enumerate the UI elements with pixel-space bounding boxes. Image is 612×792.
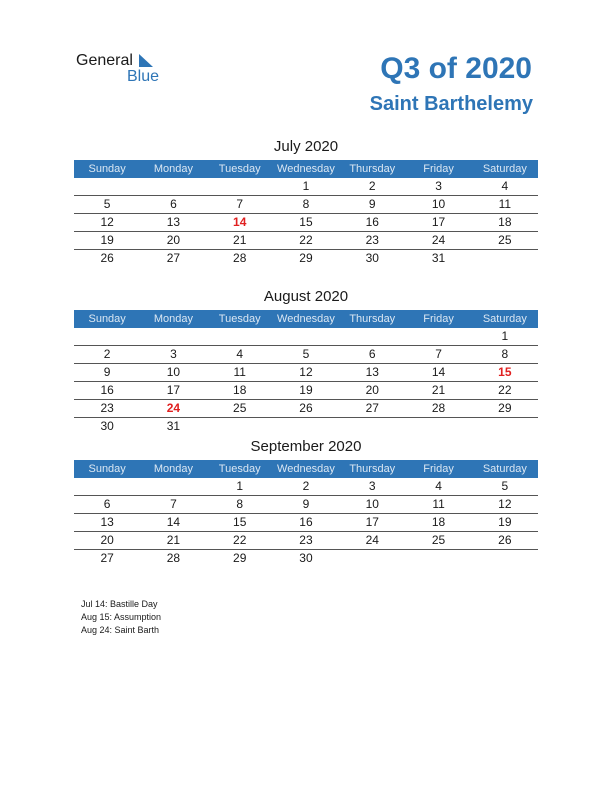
date-cell: 23 (299, 533, 313, 547)
date-cell (273, 328, 339, 345)
date-cell: 17 (365, 515, 379, 529)
date-cell: 30 (100, 419, 114, 433)
date-cell: 10 (431, 197, 446, 211)
date-cell: 28 (166, 551, 181, 565)
date-cell: 6 (368, 347, 376, 361)
weekday-label: Sunday (88, 463, 126, 475)
date-cell: 10 (365, 497, 379, 511)
date-cell (140, 328, 206, 345)
weekday-label: Tuesday (218, 163, 261, 175)
holiday-note: Jul 14: Bastille Day (81, 599, 158, 609)
date-cell: 22 (498, 383, 512, 397)
date-cell (74, 328, 140, 345)
week-row (74, 232, 538, 250)
date-cell: 6 (170, 197, 177, 211)
week-row (74, 214, 538, 232)
weekday-label: Saturday (482, 463, 527, 475)
date-cell: 5 (103, 197, 111, 211)
week-row (74, 532, 538, 550)
date-cell: 9 (103, 365, 111, 379)
date-cell: 5 (501, 479, 509, 493)
date-cell: 2 (368, 179, 376, 193)
date-cell: 29 (233, 551, 247, 565)
weekday-label: Saturday (482, 313, 527, 325)
date-cell: 27 (365, 401, 379, 415)
date-cell: 5 (302, 347, 310, 361)
date-cell: 6 (103, 497, 111, 511)
date-cell: 17 (431, 215, 446, 229)
date-cell (207, 328, 273, 345)
weekday-label: Wednesday (277, 313, 335, 325)
date-cell (207, 178, 273, 195)
date-cell: 31 (431, 251, 446, 265)
date-cell: 19 (498, 515, 512, 529)
week-row (74, 514, 538, 532)
weekday-label: Thursday (349, 463, 396, 475)
weekday-label: Sunday (88, 313, 126, 325)
weekday-label: Monday (153, 463, 193, 475)
date-cell: 30 (365, 251, 379, 265)
weekday-label: Wednesday (277, 463, 335, 475)
page-title: Q3 of 2020 (380, 52, 532, 85)
date-cell: 26 (100, 251, 114, 265)
weekday-label: Saturday (482, 163, 527, 175)
date-cell: 7 (170, 497, 177, 511)
week-row (74, 250, 538, 267)
date-cell: 27 (166, 251, 181, 265)
week-row (74, 196, 538, 214)
date-cell (273, 418, 339, 435)
page-subtitle: Saint Barthelemy (369, 93, 533, 115)
date-cell: 21 (431, 383, 446, 397)
week-row (74, 346, 538, 364)
logo-word-general: General (76, 52, 133, 69)
date-cell (472, 550, 538, 567)
holiday-date-cell: 14 (233, 215, 247, 229)
logo (76, 52, 176, 88)
date-cell: 27 (100, 551, 114, 565)
date-cell (405, 328, 471, 345)
date-cell: 12 (498, 497, 512, 511)
date-cell: 21 (233, 233, 247, 247)
date-cell: 4 (501, 179, 509, 193)
date-cell: 1 (302, 179, 310, 193)
date-cell: 28 (431, 401, 446, 415)
holiday-notes (81, 598, 161, 637)
month-title: July 2020 (273, 138, 339, 155)
weekday-header (74, 310, 538, 328)
date-cell: 15 (233, 515, 247, 529)
date-cell: 16 (299, 515, 313, 529)
week-row (74, 550, 538, 567)
date-cell: 20 (166, 233, 181, 247)
weekday-label: Tuesday (218, 313, 261, 325)
weekday-label: Thursday (349, 313, 396, 325)
date-cell: 21 (166, 533, 181, 547)
month-title: August 2020 (263, 288, 349, 305)
date-cell: 18 (233, 383, 247, 397)
weekday-label: Monday (153, 313, 193, 325)
date-cell (339, 550, 405, 567)
date-cell: 23 (100, 401, 114, 415)
date-cell: 2 (302, 479, 310, 493)
weekday-label: Thursday (349, 163, 396, 175)
date-cell: 14 (431, 365, 446, 379)
triangle-flag-icon (139, 54, 153, 67)
date-cell: 1 (236, 479, 244, 493)
date-cell: 8 (501, 347, 509, 361)
weekday-label: Wednesday (277, 163, 335, 175)
date-cell: 14 (166, 515, 181, 529)
date-cell: 2 (103, 347, 111, 361)
date-cell: 13 (166, 215, 181, 229)
week-row (74, 382, 538, 400)
date-cell: 26 (498, 533, 512, 547)
logo-word-blue: Blue (127, 68, 160, 85)
date-cell: 12 (100, 215, 114, 229)
date-cell: 10 (166, 365, 181, 379)
date-cell: 15 (299, 215, 313, 229)
date-cell: 25 (233, 401, 247, 415)
date-cell: 7 (435, 347, 442, 361)
date-cell: 17 (166, 383, 181, 397)
date-cell: 4 (236, 347, 244, 361)
holiday-note: Aug 24: Saint Barth (81, 625, 160, 635)
date-cell (405, 418, 471, 435)
date-cell: 12 (299, 365, 313, 379)
date-cell: 18 (498, 215, 512, 229)
week-row (74, 496, 538, 514)
date-cell: 3 (170, 347, 177, 361)
date-cell (74, 478, 140, 495)
date-cell: 20 (100, 533, 114, 547)
weekday-label: Sunday (88, 163, 126, 175)
weekday-label: Tuesday (218, 463, 261, 475)
date-cell (140, 478, 206, 495)
date-cell (472, 418, 538, 435)
weekday-label: Friday (423, 313, 454, 325)
date-cell: 25 (498, 233, 512, 247)
date-cell: 24 (431, 233, 446, 247)
month-july (74, 138, 538, 267)
holiday-note: Aug 15: Assumption (81, 612, 162, 622)
date-cell (140, 178, 206, 195)
weekday-label: Friday (423, 163, 454, 175)
week-row (74, 400, 538, 418)
date-cell: 29 (498, 401, 512, 415)
date-cell: 16 (100, 383, 114, 397)
date-cell: 8 (236, 497, 244, 511)
date-cell (472, 250, 538, 267)
date-cell: 29 (299, 251, 313, 265)
date-cell: 22 (233, 533, 247, 547)
date-cell: 8 (302, 197, 310, 211)
date-cell: 23 (365, 233, 379, 247)
date-cell: 19 (299, 383, 313, 397)
date-cell: 16 (365, 215, 379, 229)
weekday-header (74, 460, 538, 478)
weekday-label: Monday (153, 163, 193, 175)
date-cell: 7 (236, 197, 244, 211)
date-cell: 26 (299, 401, 313, 415)
date-cell (339, 328, 405, 345)
holiday-date-cell: 24 (166, 401, 181, 415)
date-cell: 11 (432, 497, 445, 511)
date-cell: 18 (431, 515, 446, 529)
date-cell: 30 (299, 551, 313, 565)
month-title: September 2020 (250, 438, 362, 455)
weekday-label: Friday (423, 463, 454, 475)
date-cell: 25 (431, 533, 446, 547)
date-cell: 11 (498, 197, 512, 211)
month-august (74, 288, 538, 435)
date-cell: 19 (100, 233, 114, 247)
date-cell (405, 550, 471, 567)
week-row (74, 478, 538, 496)
date-cell: 31 (166, 419, 181, 433)
date-cell: 3 (368, 479, 376, 493)
date-cell: 11 (233, 365, 246, 379)
month-september (74, 438, 538, 567)
date-cell (74, 178, 140, 195)
date-cell: 13 (100, 515, 114, 529)
date-cell: 1 (501, 329, 509, 343)
date-cell: 4 (435, 479, 442, 493)
date-cell: 13 (365, 365, 379, 379)
date-cell: 24 (365, 533, 379, 547)
date-cell (207, 418, 273, 435)
date-cell: 3 (435, 179, 442, 193)
week-row (74, 418, 538, 435)
week-row (74, 364, 538, 382)
holiday-date-cell: 15 (498, 365, 512, 379)
weekday-header (74, 160, 538, 178)
week-row (74, 328, 538, 346)
date-cell: 9 (368, 197, 376, 211)
date-cell: 22 (299, 233, 313, 247)
date-cell: 9 (302, 497, 310, 511)
date-cell (339, 418, 405, 435)
week-row (74, 178, 538, 196)
date-cell: 28 (233, 251, 247, 265)
date-cell: 20 (365, 383, 379, 397)
